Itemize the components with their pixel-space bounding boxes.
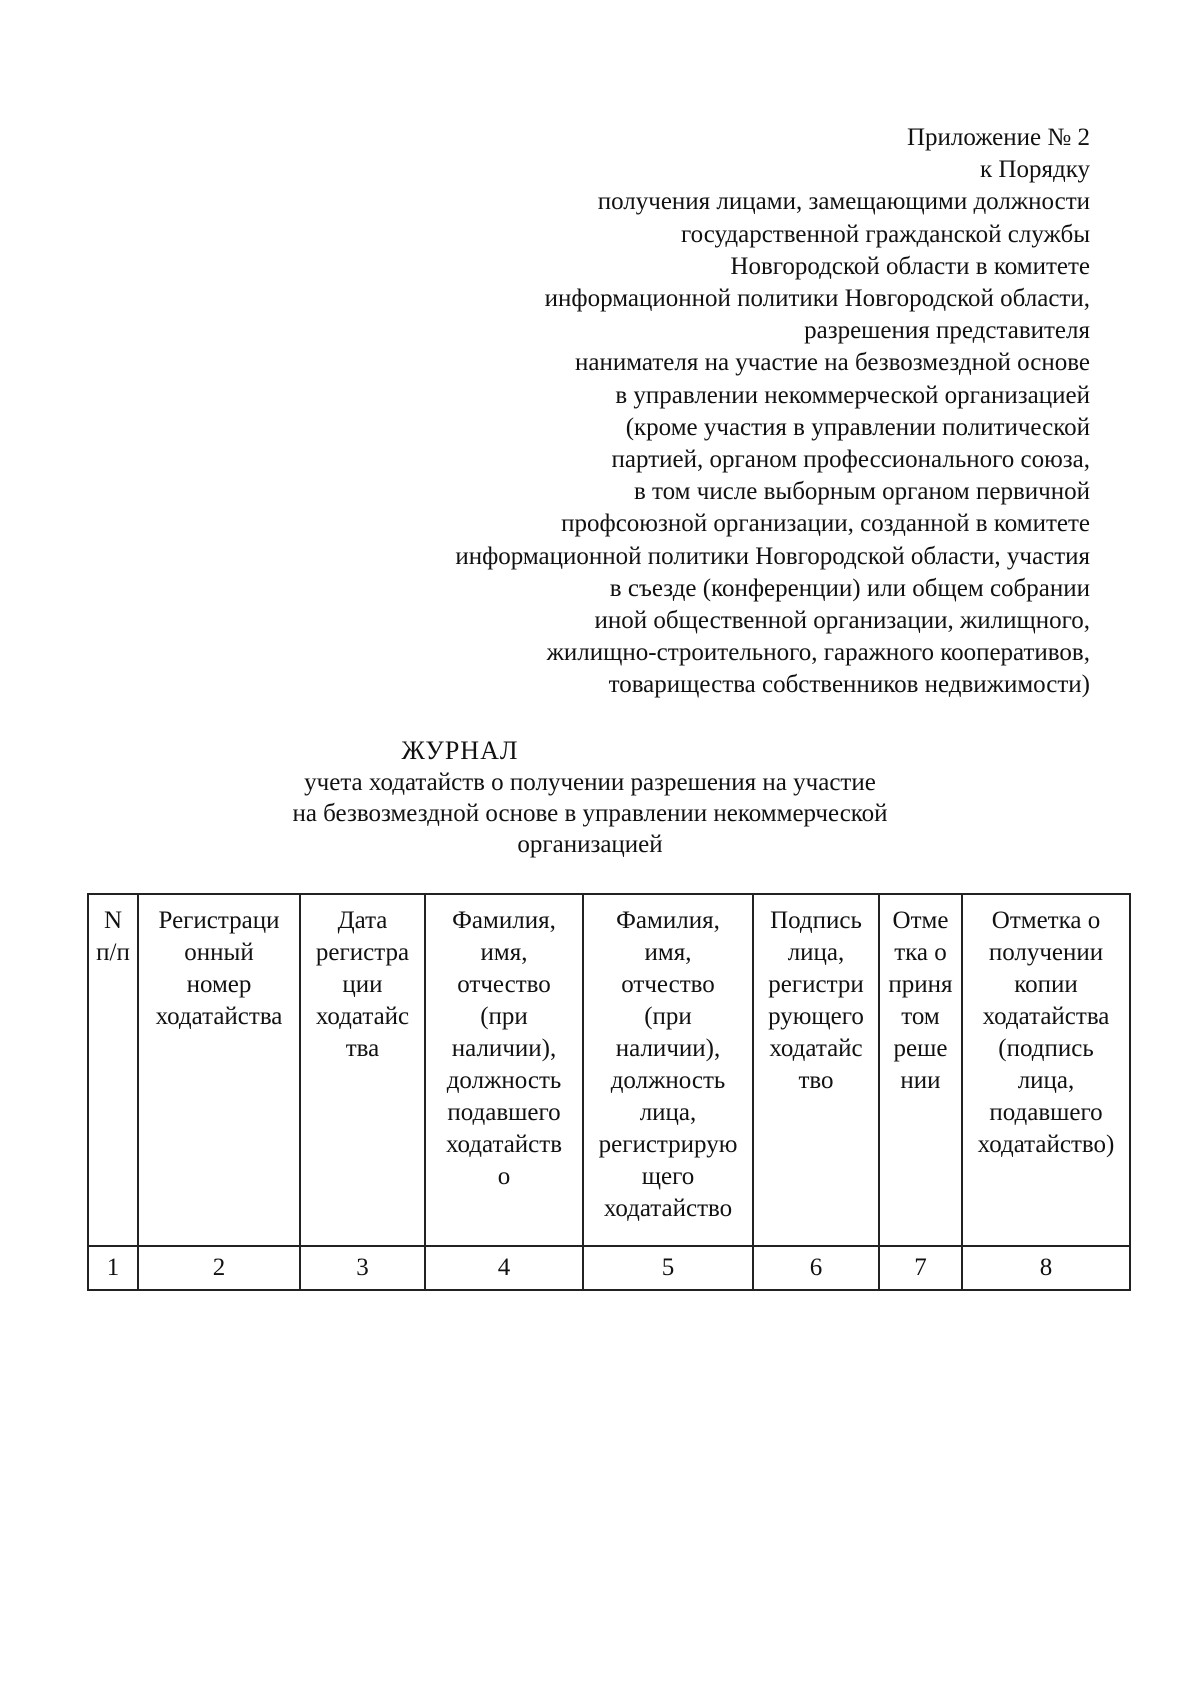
header-cell-registration-number: Регистраци онный номер ходатайства [138, 894, 300, 1246]
appendix-line: информационной политики Новгородской области, [544, 285, 1090, 313]
appendix-line: нанимателя на участие на безвозмездной основе [575, 349, 1090, 377]
appendix-line: иной общественной организации, жилищного, [594, 607, 1090, 635]
appendix-line: к Порядку [980, 156, 1090, 184]
appendix-reference [330, 122, 1090, 702]
header-cell-registrar-signature: Подпись лица, регистри рующего ходатайс тво [753, 894, 879, 1246]
journal-subtitle [120, 767, 1060, 860]
appendix-line: в съезде (конференции) или общем собрании [609, 574, 1090, 602]
appendix-line: профсоюзной организации, созданной в комитете [561, 510, 1090, 538]
appendix-line: партией, органом профессионального союза, [611, 446, 1090, 474]
appendix-line: разрешения представителя [804, 317, 1090, 345]
column-number-cell: 2 [138, 1246, 300, 1290]
appendix-line: товарищества собственников недвижимости) [608, 671, 1090, 699]
column-number-cell: 4 [425, 1246, 583, 1290]
column-number-cell: 8 [962, 1246, 1130, 1290]
header-cell-number: N п/п [88, 894, 138, 1246]
appendix-line: информационной политики Новгородской области, участия [455, 542, 1090, 570]
appendix-line: получения лицами, замещающими должности [597, 188, 1090, 216]
journal-subtitle-line: на безвозмездной основе в управлении некоммерческой [292, 800, 888, 827]
column-number-cell: 1 [88, 1246, 138, 1290]
header-cell-applicant: Фамилия, имя, отчество (при наличии), должность подавшего ходатайств о [425, 894, 583, 1246]
table-row [88, 1246, 1130, 1290]
appendix-line: в том числе выборным органом первичной [634, 478, 1090, 506]
appendix-line: Новгородской области в комитете [730, 252, 1090, 280]
header-cell-registrar: Фамилия, имя, отчество (при наличии), должность лица, регистрирую щего ходатайство [583, 894, 753, 1246]
header-cell-decision-mark: Отме тка о приня том реше нии [879, 894, 962, 1246]
column-number-cell: 5 [583, 1246, 753, 1290]
header-cell-registration-date: Дата регистра ции ходатайс тва [300, 894, 425, 1246]
journal-title: ЖУРНАЛ [401, 736, 519, 765]
appendix-line: государственной гражданской службы [680, 220, 1090, 248]
column-number-cell: 6 [753, 1246, 879, 1290]
column-number-cell: 7 [879, 1246, 962, 1290]
appendix-line: в управлении некоммерческой организацией [615, 381, 1090, 409]
column-number-cell: 3 [300, 1246, 425, 1290]
appendix-line: Приложение № 2 [906, 124, 1090, 151]
journal-subtitle-line: учета ходатайств о получении разрешения на участие [304, 769, 876, 796]
journal-subtitle-line: организацией [517, 831, 663, 858]
journal-table [87, 893, 1131, 1291]
header-cell-copy-receipt-mark: Отметка о получении копии ходатайства (подпись лица, подавшего ходатайство) [962, 894, 1130, 1246]
table-header-row [88, 894, 1130, 1246]
appendix-line: (кроме участия в управлении политической [625, 413, 1090, 441]
appendix-line: жилищно-строительного, гаражного кооперативов, [546, 639, 1090, 667]
